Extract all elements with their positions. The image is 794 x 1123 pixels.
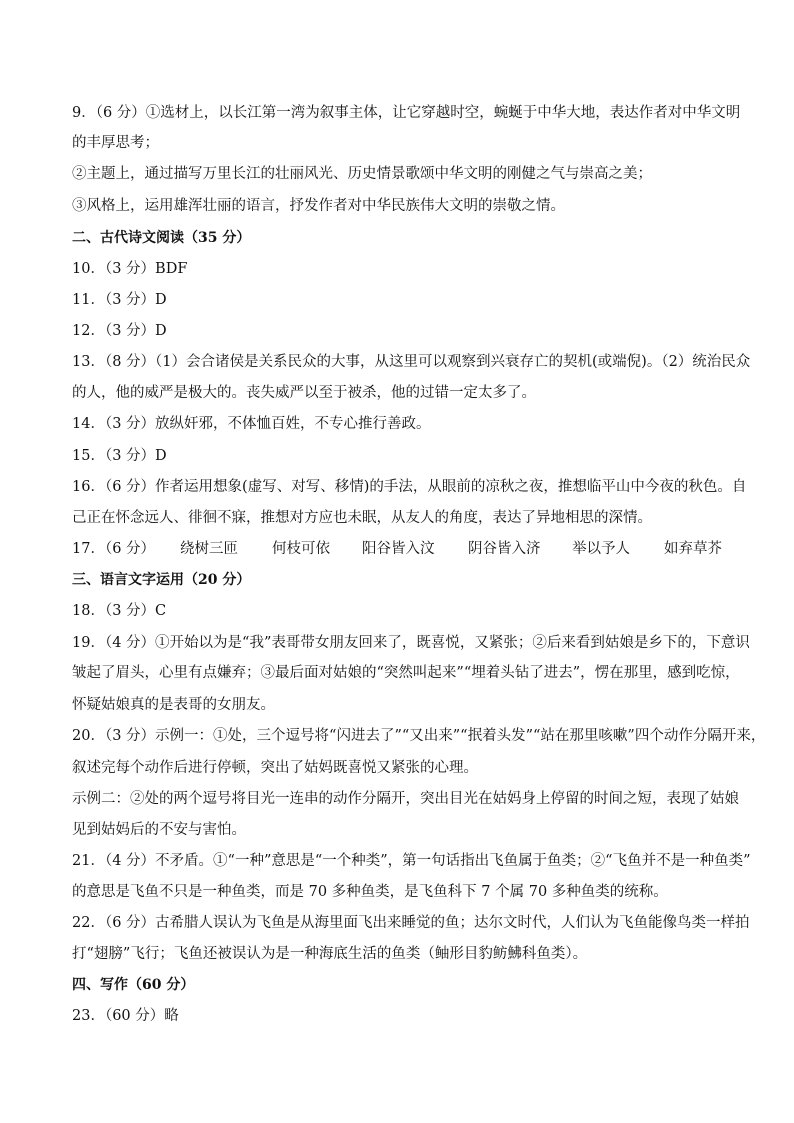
section-heading-2: 二、古代诗文阅读（35 分）	[72, 230, 251, 246]
q18-answer: 18．（3 分）C	[72, 603, 167, 619]
q9-line-3: ②主题上，通过描写万里长江的壮丽风光、历史情景歌颂中华文明的刚健之气与崇高之美；	[72, 166, 652, 182]
q17-item: 举以予人	[572, 541, 630, 557]
q20-line-3: 示例二：②处的两个逗号将目光一连串的动作分隔开，突出目光在姑妈身上停留的时间之短，表现了姑娘	[72, 791, 739, 807]
q17-item: 绕树三匝	[180, 541, 238, 557]
q9-line-4: ③风格上，运用雄浑壮丽的语言，抒发作者对中华民族伟大文明的崇敬之情。	[72, 198, 565, 214]
q17-item: 何枝可依	[272, 541, 330, 557]
q20-line-4: 见到姑妈后的不安与害怕。	[72, 822, 246, 838]
q17-answer-row	[72, 539, 732, 559]
section-heading-3: 三、语言文字运用（20 分）	[72, 572, 251, 588]
q16-line-2: 己正在怀念远人、徘徊不寐，推想对方应也未眠，从友人的角度，表达了异地相思的深情。	[72, 510, 652, 526]
q14-answer: 14．（3 分）放纵奸邪，不体恤百姓，不专心推行善政。	[72, 416, 431, 432]
q23-answer: 23．（60 分）略	[72, 1008, 179, 1024]
q22-line-1: 22．（6 分）古希腊人误认为飞鱼是从海里面飞出来睡觉的鱼；达尔文时代，人们认为飞鱼能像鸟类一样拍	[72, 915, 750, 931]
q15-answer: 15．（3 分）D	[72, 448, 167, 464]
q17-label: 17．（6 分）	[72, 541, 156, 557]
q17-item: 阳谷皆入汶	[362, 541, 435, 557]
q11-answer: 11．（3 分）D	[72, 292, 167, 308]
q10-answer: 10．（3 分）BDF	[72, 261, 188, 277]
q19-line-2: 皱起了眉头，心里有点嫌弃；③最后面对姑娘的“突然叫起来”“埋着头钻了进去”，愣在那里，感到吃惊，	[72, 665, 740, 681]
q19-line-3: 怀疑姑娘真的是表哥的女朋友。	[72, 697, 275, 713]
q9-line-1: 9．（6 分）①选材上，以长江第一湾为叙事主体，让它穿越时空，蜿蜒于中华大地，表达作者对中华文明	[72, 105, 741, 121]
q21-line-1: 21．（4 分）不矛盾。①“一种”意思是“一个种类”，第一句话指出飞鱼属于鱼类；②“飞鱼并不是一种鱼类”	[72, 853, 751, 869]
q12-answer: 12．（3 分）D	[72, 323, 167, 339]
q13-line-1: 13．（8 分）（1）会合诸侯是关系民众的大事，从这里可以观察到兴衰存亡的契机(或端倪)。（2）统治民众	[72, 354, 751, 370]
q13-line-2: 的人，他的威严是极大的。丧失威严以至于被杀，他的过错一定太多了。	[72, 385, 536, 401]
q9-line-2: 的丰厚思考；	[72, 135, 159, 151]
q17-item: 阴谷皆入济	[468, 541, 541, 557]
q20-line-2: 叙述完每个动作后进行停顿，突出了姑妈既喜悦又紧张的心理。	[72, 760, 478, 776]
q17-item: 如弃草芥	[664, 541, 722, 557]
section-heading-4: 四、写作（60 分）	[72, 977, 195, 993]
q20-line-1: 20．（3 分）示例一：①处，三个逗号将“闪进去了”“又出来”“抿着头发”“站在那里咳嗽”四个动作分隔开来，	[72, 728, 766, 744]
q16-line-1: 16．（6 分）作者运用想象(虚写、对写、移情)的手法，从眼前的凉秋之夜，推想临平山中今夜的秋色。自	[72, 479, 747, 495]
q21-line-2: 的意思是飞鱼不只是一种鱼类，而是 70 多种鱼类，是飞鱼科下 7 个属 70 多种鱼类的统称。	[72, 884, 668, 900]
q22-line-2: 打“翅膀”飞行；飞鱼还被误认为是一种海底生活的鱼类（鲉形目豹鲂鮄科鱼类）。	[72, 946, 588, 962]
q19-line-1: 19．（4 分）①开始以为是“我”表哥带女朋友回来了，既喜悦，又紧张；②后来看到姑娘是乡下的，下意识	[72, 635, 750, 651]
